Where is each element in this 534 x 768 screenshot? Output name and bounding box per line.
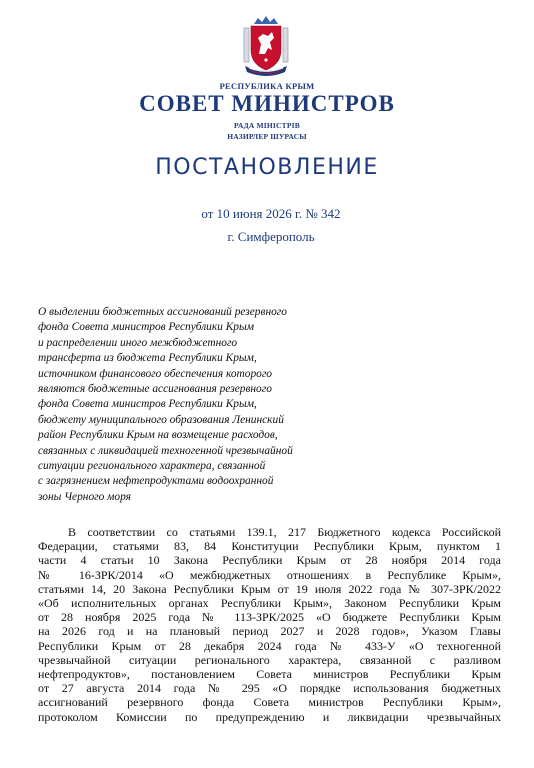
body-line: чрезвычайной ситуации регионального характера, связанной с разливом xyxy=(38,652,501,667)
subject-line: с загрязнением нефтепродуктами водоохранной xyxy=(38,475,274,488)
rada-label: РАДА МІНІСТРІВ xyxy=(234,121,300,130)
subject-line: являются бюджетные ассигнования резервного xyxy=(38,383,272,396)
body-line: от 28 ноября 2025 года № 113-ЗРК/2025 «О бюджете Республики Крым xyxy=(38,610,501,625)
subject-line: О выделении бюджетных ассигнований резервного xyxy=(38,306,287,318)
subject-line: связанных с ликвидацией техногенной чрезвычайной xyxy=(38,444,293,457)
city-line: г. Симферополь xyxy=(227,229,315,244)
body-line: на 2026 год и на плановый период 2027 и 2028 годов», Указом Главы xyxy=(38,624,501,639)
subject-line: зоны Черного моря xyxy=(38,490,131,503)
subject-line: ситуации регионального характера, связанной xyxy=(38,460,266,473)
document-body xyxy=(38,525,501,724)
body-line: «Об исполнительных органах Республики Крым», Законом Республики Крым xyxy=(38,596,501,611)
document-subject xyxy=(38,305,368,505)
body-line: Республики Крым от 28 декабря 2024 года № 433-У «О техногенной xyxy=(38,638,501,653)
body-line: В соответствии со статьями 139.1, 217 Бюджетного кодекса Российской xyxy=(68,525,501,539)
body-line: протоколом Комиссии по предупреждению и ликвидации чрезвычайных xyxy=(38,709,501,724)
emblem-icon xyxy=(241,14,291,80)
subject-line: район Республики Крым на возмещение расходов, xyxy=(38,429,278,442)
date-number-line: от 10 июня 2026 г. № 342 xyxy=(201,206,341,221)
subject-line: и распределении иного межбюджетного xyxy=(38,336,238,349)
body-line: № 16-ЗРК/2014 «О межбюджетных отношениях в Республике Крым», xyxy=(38,567,501,582)
subject-line: трансферта из бюджета Республики Крым, xyxy=(38,352,257,365)
nazirler-label: НАЗИРЛЕР ШУРАСЫ xyxy=(227,132,307,141)
body-line: ассигнований резервного фонда Совета министров Республики Крым», xyxy=(38,695,501,710)
body-line: нефтепродуктов», постановлением Совета министров Республики Крым xyxy=(38,667,501,682)
republic-label: РЕСПУБЛИКА КРЫМ xyxy=(219,81,315,91)
document-type-title: ПОСТАНОВЛЕНИЕ xyxy=(155,155,379,180)
subject-line: бюджету муниципального образования Ленинский xyxy=(38,413,284,426)
subject-line: источником финансового обеспечения которого xyxy=(38,367,273,380)
subject-line: фонда Совета министров Республики Крым xyxy=(38,321,254,334)
subject-line: фонда Совета министров Республики Крым, xyxy=(38,398,257,411)
body-line: от 27 августа 2014 года № 295 «О порядке использования бюджетных xyxy=(38,681,501,696)
body-line: статьями 14, 20 Закона Республики Крым от 19 июля 2022 года № 307-ЗРК/2022 xyxy=(38,581,501,596)
body-line: Федерации, статьями 83, 84 Конституции Республики Крым, пунктом 1 xyxy=(38,539,501,554)
body-line: части 4 статьи 10 Закона Республики Крым от 28 ноября 2014 года xyxy=(38,553,501,568)
council-title: СОВЕТ МИНИСТРОВ xyxy=(139,91,395,116)
